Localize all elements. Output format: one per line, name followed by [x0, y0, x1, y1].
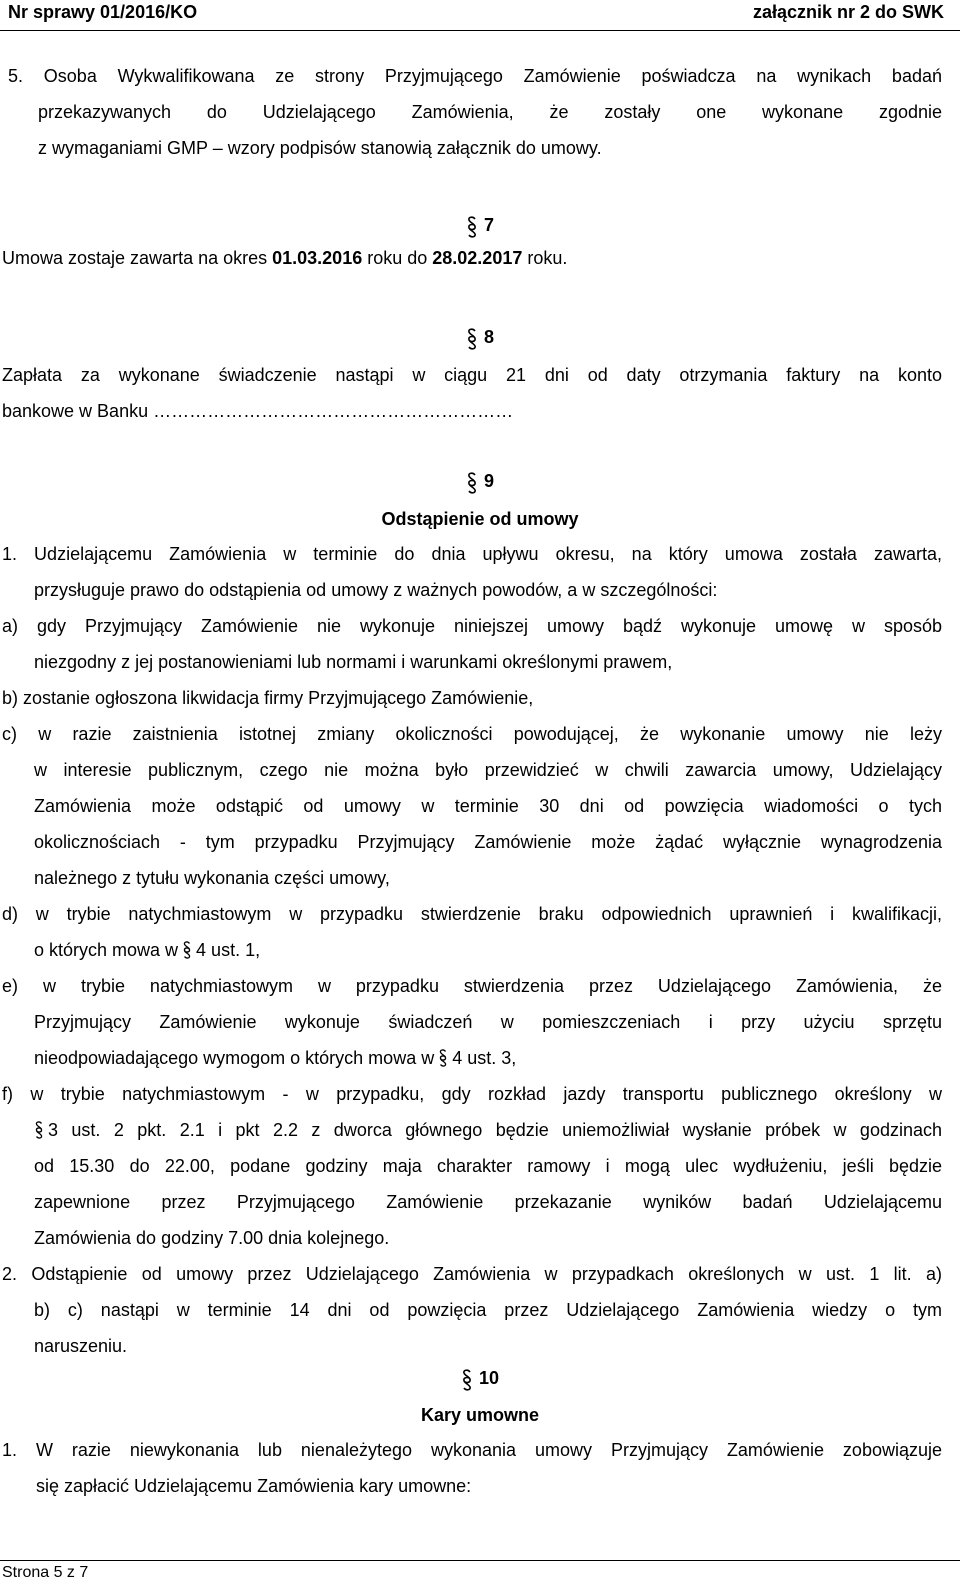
- sec8-line: Zapłata za wykonane świadczenie nastąpi w ciągu 21 dni od daty otrzymania faktury na konto: [2, 365, 942, 385]
- sec10-line: 1. W razie niewykonania lub nienależytego wykonania umowy Przyjmujący Zamówienie zobowiązuje: [2, 1440, 942, 1460]
- sec9-f-text: 3 ust. 2 pkt. 2.1 i pkt 2.2 z dworca głównego będzie uniemożliwiał wysłanie próbek w godzinach: [48, 1120, 942, 1140]
- sec9-line: c) w razie zaistnienia istotnej zmiany okoliczności powodującej, że wykonanie umowy nie leży: [2, 724, 942, 744]
- page-number: Strona 5 z 7: [2, 1564, 89, 1581]
- section-8-heading: [0, 326, 960, 353]
- section-sign-icon: [466, 328, 478, 350]
- sec9-d-ref: 4 ust. 1,: [196, 940, 261, 960]
- section-9-title: Odstąpienie od umowy: [381, 509, 579, 529]
- item-5-line: 5. Osoba Wykwalifikowana ze strony Przyjmującego Zamówienie poświadcza na wynikach badań: [8, 66, 942, 86]
- sec9-line: f) w trybie natychmiastowym - w przypadku, gdy rozkład jazdy transportu publicznego określony w: [2, 1084, 942, 1104]
- footer-rule: [0, 1560, 960, 1561]
- sec8-line: bankowe w Banku ……………………………………………………: [2, 401, 514, 421]
- section-10-heading: [0, 1367, 960, 1394]
- section-10-body: [2, 1432, 942, 1504]
- section-sign-icon: [438, 1049, 448, 1067]
- sec9-d-text: o których mowa w: [34, 940, 179, 960]
- sec9-line: zapewnione przez Przyjmującego Zamówienie przekazanie wyników badań Udzielającemu: [34, 1192, 942, 1212]
- sec9-line: od 15.30 do 22.00, podane godziny maja charakter ramowy i mogą ulec wydłużeniu, jeśli będzie: [34, 1156, 942, 1176]
- sec9-line: [2, 1040, 942, 1076]
- sec9-line: 2. Odstąpienie od umowy przez Udzielającego Zamówienia w przypadkach określonych w ust. 1 lit. a): [2, 1264, 942, 1284]
- sec9-line: b) c) nastąpi w terminie 14 dni od powzięcia przez Udzielającego Zamówienia wiedzy o tym: [34, 1300, 942, 1320]
- section-sign-icon: [466, 216, 478, 238]
- section-10-title: Kary umowne: [420, 1405, 540, 1425]
- section-8-text: [2, 357, 942, 429]
- section-sign-icon: [461, 1369, 473, 1391]
- sec9-line: b) zostanie ogłoszona likwidacja firmy Przyjmującego Zamówienie,: [2, 688, 534, 708]
- sec9-line: Zamówienia może odstąpić od umowy w terminie 30 dni od powzięcia wiadomości o tych: [34, 796, 942, 816]
- sec9-line: przysługuje prawo do odstąpienia od umowy z ważnych powodów, a w szczególności:: [34, 580, 718, 600]
- section-9-heading: [0, 470, 960, 497]
- sec9-e-text: nieodpowiadającego wymogom o których mowa w: [34, 1048, 435, 1068]
- section-10-number: 10: [478, 1368, 500, 1388]
- attachment-label: załącznik nr 2 do SWK: [752, 2, 944, 22]
- section-sign-icon: [182, 941, 192, 959]
- section-7-heading: [0, 214, 960, 241]
- header-rule: [0, 30, 960, 31]
- case-number: Nr sprawy 01/2016/KO: [8, 2, 198, 22]
- section-sign-icon: [466, 472, 478, 494]
- sec7-text-a: Umowa zostaje zawarta na okres: [2, 248, 273, 268]
- sec7-date-start: 01.03.2016: [272, 248, 363, 268]
- sec7-text-b: roku do: [362, 248, 433, 268]
- sec9-line: [2, 932, 942, 968]
- sec10-line: się zapłacić Udzielającemu Zamówienia kary umowne:: [36, 1476, 472, 1496]
- section-8-number: 8: [483, 327, 494, 347]
- item-5-line: przekazywanych do Udzielającego Zamówienia, że zostały one wykonane zgodnie: [38, 102, 942, 122]
- page-header: [0, 0, 960, 36]
- section-7-number: 7: [483, 215, 494, 235]
- sec9-line: okolicznościach - tym przypadku Przyjmujący Zamówienie może żądać wyłącznie wynagrodzenia: [34, 832, 942, 852]
- sec9-line: Zamówienia do godziny 7.00 dnia kolejnego.: [34, 1228, 390, 1248]
- sec9-line: należnego z tytułu wykonania części umowy,: [34, 868, 390, 888]
- sec9-e-ref: 4 ust. 3,: [452, 1048, 517, 1068]
- section-sign-icon: [34, 1121, 44, 1139]
- sec7-date-end: 28.02.2017: [432, 248, 523, 268]
- sec9-line: d) w trybie natychmiastowym w przypadku stwierdzenie braku odpowiednich uprawnień i kwalifikacji,: [2, 904, 942, 924]
- item-5-line: z wymaganiami GMP – wzory podpisów stanowią załącznik do umowy.: [38, 138, 602, 158]
- sec7-text-c: roku.: [522, 248, 568, 268]
- section-9-number: 9: [483, 471, 494, 491]
- sec9-line: 1. Udzielającemu Zamówienia w terminie do dnia upływu okresu, na który umowa została zawarta,: [2, 544, 942, 564]
- item-5: [8, 58, 942, 166]
- sec9-line: Przyjmujący Zamówienie wykonuje świadczeń w pomieszczeniach i przy użyciu sprzętu: [34, 1012, 942, 1032]
- sec9-line: naruszeniu.: [34, 1336, 128, 1356]
- section-9-body: [2, 536, 942, 1364]
- section-7-text: [2, 240, 942, 276]
- sec9-line: w interesie publicznym, czego nie można było przewidzieć w chwili zawarcia umowy, Udzielający: [34, 760, 942, 780]
- sec9-line: [2, 1112, 942, 1148]
- sec9-line: a) gdy Przyjmujący Zamówienie nie wykonuje niniejszej umowy bądź wykonuje umowę w sposób: [2, 616, 942, 636]
- sec9-line: niezgodny z jej postanowieniami lub normami i warunkami określonymi prawem,: [34, 652, 673, 672]
- sec9-line: e) w trybie natychmiastowym w przypadku stwierdzenia przez Udzielającego Zamówienia, że: [2, 976, 942, 996]
